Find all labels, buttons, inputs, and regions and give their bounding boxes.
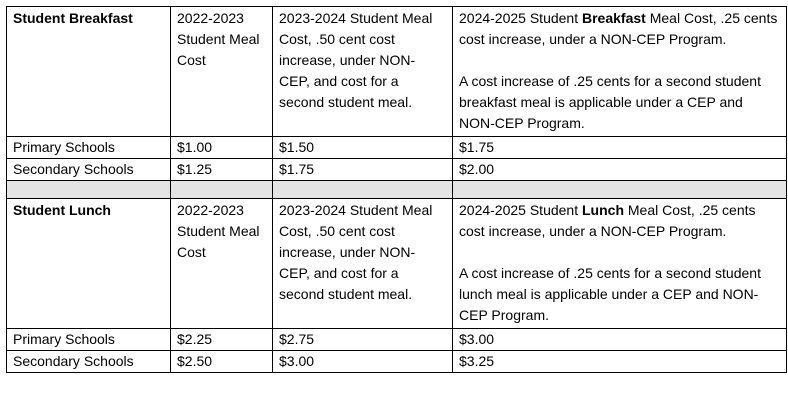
- breakfast-title-post: Meal Cost, .25 cents cost increase, under a NON-CEP Program.: [459, 10, 778, 47]
- breakfast-col-2024-header: [453, 7, 787, 137]
- cost-2024: $1.75: [453, 137, 787, 159]
- breakfast-col-2022-header: 2022-2023 Student Meal Cost: [171, 7, 273, 137]
- lunch-title-post: Meal Cost, .25 cents cost increase, under a NON-CEP Program.: [459, 202, 756, 239]
- cost-2023: $1.75: [273, 159, 453, 181]
- cost-2022: $2.50: [171, 351, 273, 373]
- lunch-col-2024-title: [459, 200, 780, 242]
- lunch-col-2022-header: 2022-2023 Student Meal Cost: [171, 199, 273, 329]
- section-divider-row: [7, 181, 787, 199]
- school-type: Secondary Schools: [7, 159, 171, 181]
- table-row: [7, 351, 787, 373]
- cost-2023: $1.50: [273, 137, 453, 159]
- school-type: Secondary Schools: [7, 351, 171, 373]
- breakfast-col-2024-title: [459, 8, 780, 50]
- cost-2022: $2.25: [171, 329, 273, 351]
- school-type: Primary Schools: [7, 329, 171, 351]
- table-row: [7, 137, 787, 159]
- cost-2024: $2.00: [453, 159, 787, 181]
- meal-cost-table: [6, 6, 787, 373]
- breakfast-header-row: [7, 7, 787, 137]
- cost-2024: $3.00: [453, 329, 787, 351]
- lunch-title-bold: Lunch: [582, 202, 624, 218]
- lunch-col-2024-header: [453, 199, 787, 329]
- lunch-col-2023-header: 2023-2024 Student Meal Cost, .50 cent cost increase, under NON-CEP, and cost for a second student meal.: [273, 199, 453, 329]
- lunch-title-pre: 2024-2025 Student: [459, 202, 582, 218]
- lunch-section-label: Student Lunch: [7, 199, 171, 329]
- table-row: [7, 159, 787, 181]
- breakfast-title-bold: Breakfast: [582, 10, 646, 26]
- breakfast-col-2023-header: 2023-2024 Student Meal Cost, .50 cent cost increase, under NON-CEP, and cost for a second student meal.: [273, 7, 453, 137]
- table-row: [7, 329, 787, 351]
- cost-2024: $3.25: [453, 351, 787, 373]
- lunch-second-meal-note: A cost increase of .25 cents for a second student lunch meal is applicable under a CEP and NON-CEP Program.: [459, 265, 761, 323]
- school-type: Primary Schools: [7, 137, 171, 159]
- breakfast-title-pre: 2024-2025 Student: [459, 10, 582, 26]
- lunch-header-row: [7, 199, 787, 329]
- breakfast-section-label: Student Breakfast: [7, 7, 171, 137]
- breakfast-second-meal-note: A cost increase of .25 cents for a second student breakfast meal is applicable under a CEP and NON-CEP Program.: [459, 73, 761, 131]
- cost-2022: $1.00: [171, 137, 273, 159]
- cost-2022: $1.25: [171, 159, 273, 181]
- cost-2023: $2.75: [273, 329, 453, 351]
- cost-2023: $3.00: [273, 351, 453, 373]
